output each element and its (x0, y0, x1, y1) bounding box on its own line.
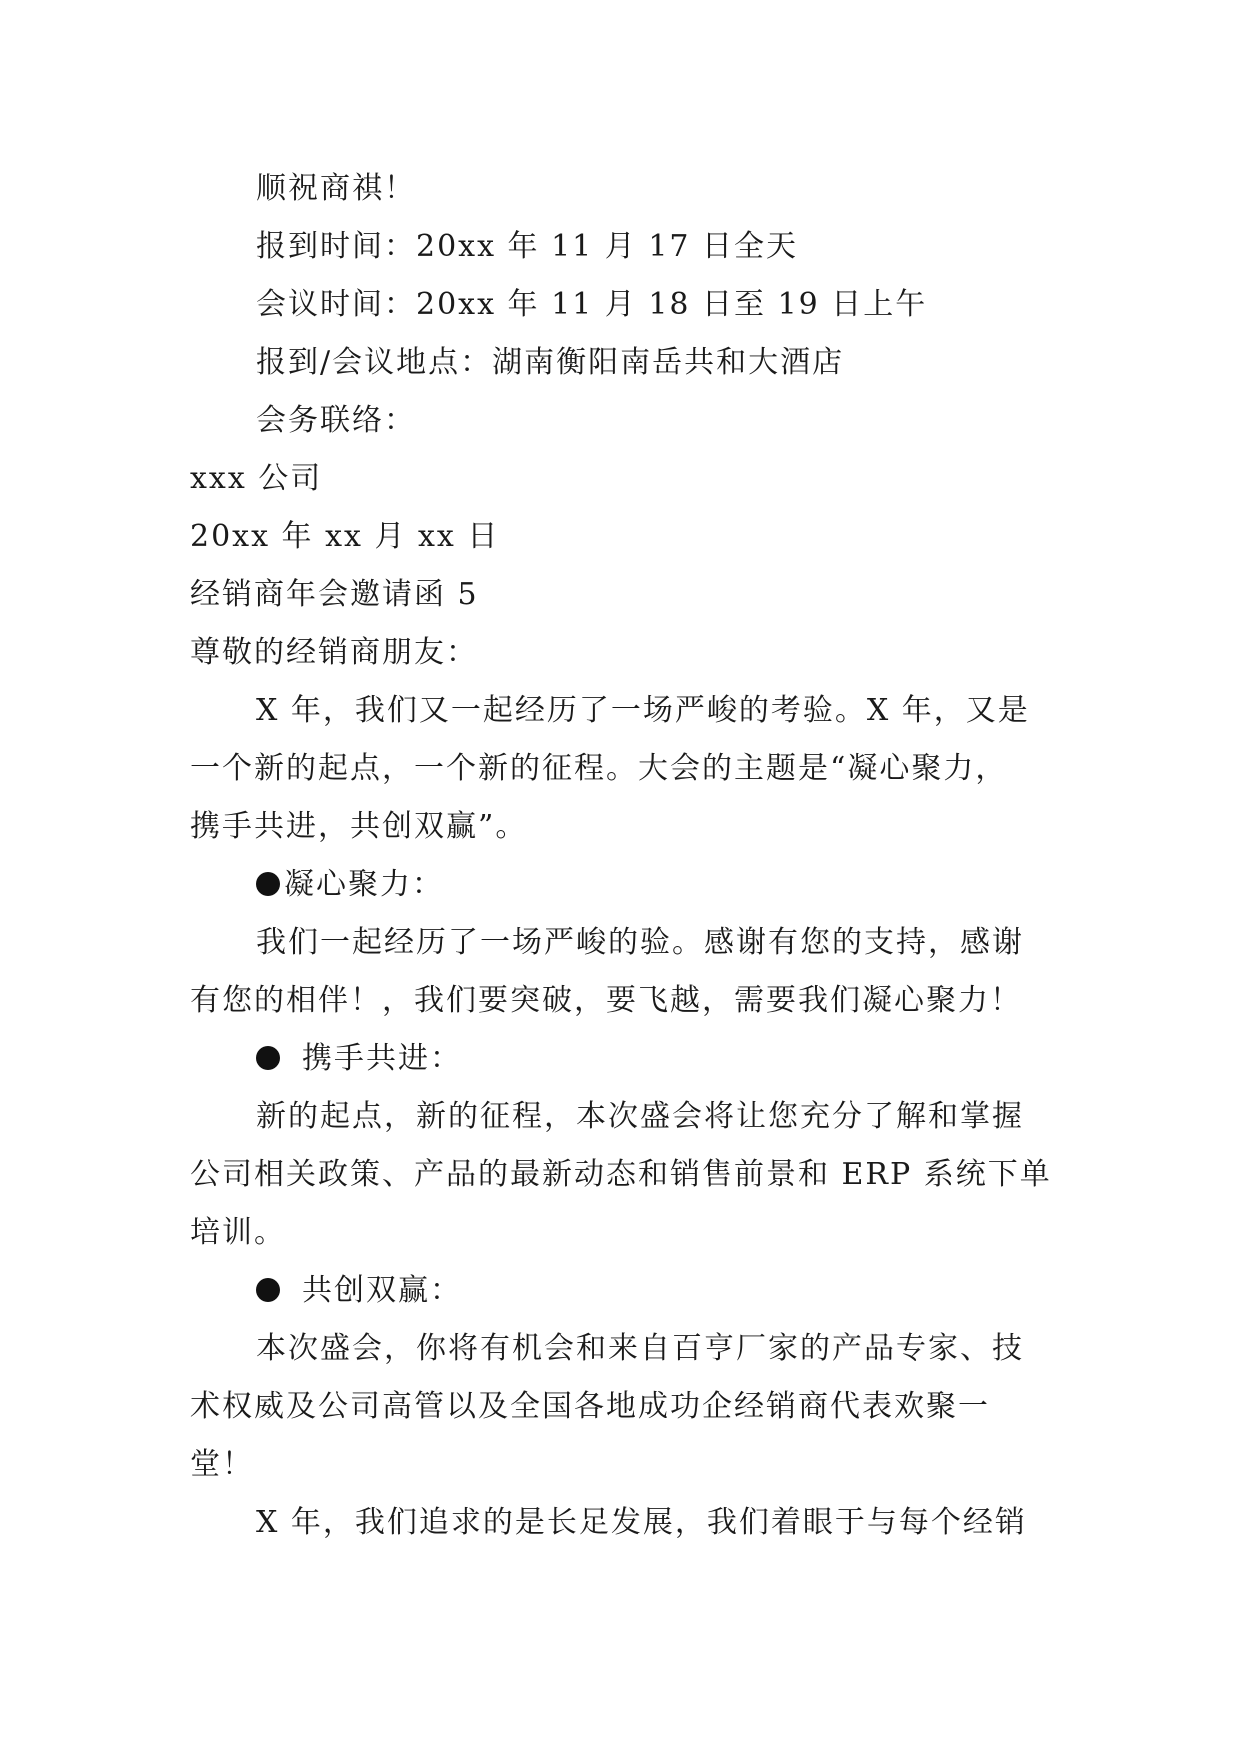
body-line: 我们一起经历了一场严峻的验。感谢有您的支持，感谢 (256, 925, 1024, 960)
section-heading-text: 共创双赢： (302, 1273, 462, 1308)
section-body-2 (190, 1088, 1060, 1262)
body-line: 公司相关政策、产品的最新动态和销售前景和 ERP 系统下单 (190, 1157, 1052, 1192)
section-body-1 (190, 914, 1060, 1030)
bullet-icon (256, 1046, 280, 1070)
body-line: 堂！ (190, 1447, 254, 1482)
bullet-icon (256, 1278, 280, 1302)
letter-date: 20xx 年 xx 月 xx 日 (190, 519, 500, 554)
company-name: xxx 公司 (190, 461, 323, 496)
body-line: 新的起点，新的征程，本次盛会将让您充分了解和掌握 (256, 1099, 1024, 1134)
intro-paragraph (190, 682, 1060, 856)
meeting-time: 会议时间：20xx 年 11 月 18 日至 19 日上午 (256, 287, 928, 322)
intro-line: 携手共进，共创双赢”。 (190, 809, 528, 844)
venue: 报到/会议地点：湖南衡阳南岳共和大酒店 (256, 345, 845, 380)
body-line: 培训。 (190, 1215, 286, 1250)
section-body-3 (190, 1320, 1060, 1494)
section-heading-2 (190, 1030, 1060, 1088)
section-heading-3 (190, 1262, 1060, 1320)
section-heading-1 (190, 856, 1060, 914)
contact-label: 会务联络： (256, 403, 416, 438)
invitation-title: 经销商年会邀请函 5 (190, 577, 479, 612)
intro-line: 一个新的起点，一个新的征程。大会的主题是“凝心聚力， (190, 751, 1008, 786)
body-line: 术权威及公司高管以及全国各地成功企经销商代表欢聚一 (190, 1389, 990, 1424)
checkin-time: 报到时间：20xx 年 11 月 17 日全天 (256, 229, 799, 264)
closing-paragraph-start: X 年，我们追求的是长足发展，我们着眼于与每个经销 (256, 1505, 1027, 1540)
body-line: 本次盛会，你将有机会和来自百亨厂家的产品专家、技 (256, 1331, 1024, 1366)
closing-greeting: 顺祝商祺！ (256, 171, 416, 206)
salutation: 尊敬的经销商朋友： (190, 635, 478, 670)
document-body (190, 160, 1060, 1552)
section-heading-text: 携手共进： (302, 1041, 462, 1076)
body-line: 有您的相伴！，我们要突破，要飞越，需要我们凝心聚力！ (190, 983, 1022, 1018)
section-heading-text: 凝心聚力： (284, 867, 444, 902)
bullet-icon (256, 872, 280, 896)
intro-line: X 年，我们又一起经历了一场严峻的考验。X 年，又是 (256, 693, 1030, 728)
